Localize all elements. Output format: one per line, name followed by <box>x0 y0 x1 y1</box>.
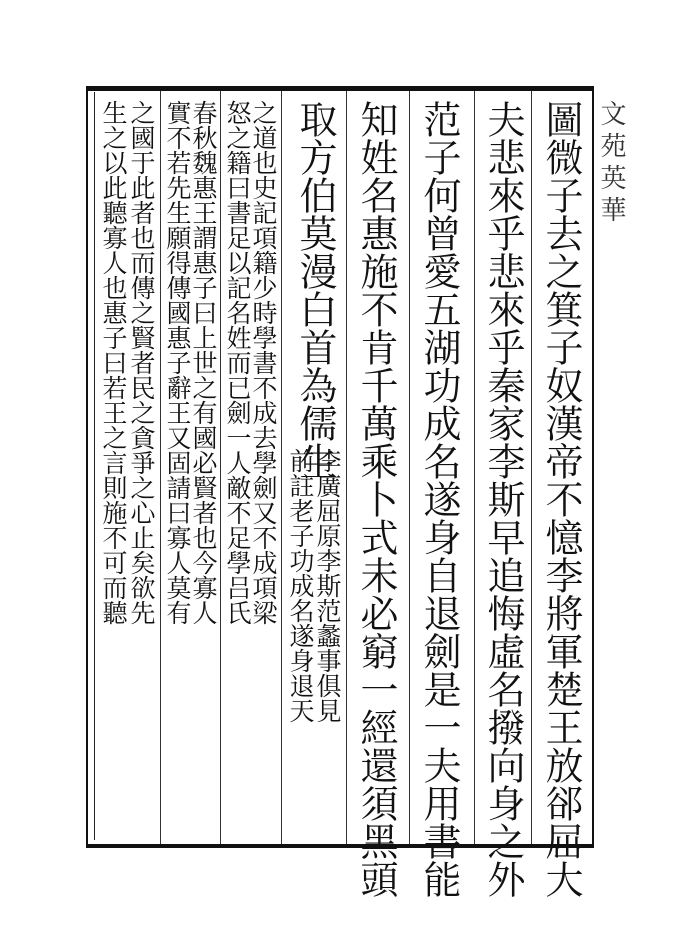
annotation-column-3: 之道也史記項籍少時學書不成去學劍又不成項梁 <box>249 100 278 625</box>
annotation-column-2: 前註老子功成名遂身退天 <box>286 448 315 723</box>
column-rule <box>160 91 161 844</box>
margin-title: 文苑英華 <box>596 100 626 228</box>
column-rule <box>409 91 410 844</box>
column-rule <box>474 91 475 844</box>
text-column-5: 取方伯莫漫白首為儒生 <box>293 100 337 480</box>
column-rule <box>220 91 221 844</box>
annotation-column-4: 怒之籍曰書足以記名姓而已劍一人敵不足學吕氏 <box>223 100 252 625</box>
column-rule <box>346 91 347 844</box>
text-column-4: 知姓名惠施不肯千萬乘卜式未必窮一經還須黑頭 <box>354 100 398 898</box>
text-column-1: 圖微子去之箕子奴漢帝不憶李將軍楚王放郤屈大 <box>539 100 583 898</box>
annotation-column-7: 之國于此者也而傳之賢者民之貪爭之心止矣欲先 <box>127 100 156 625</box>
annotation-column-1: 李廣屈原李斯范蠡事俱見 <box>313 448 342 723</box>
column-rule <box>531 91 532 844</box>
column-rule <box>281 91 282 844</box>
annotation-column-5: 春秋魏惠王謂惠子曰上世之有國必賢者也今寡人 <box>189 100 218 625</box>
annotation-column-6: 實不若先生願得傳國惠子辭王又固請曰寡人莫有 <box>163 100 192 625</box>
text-column-3: 范子何曾愛五湖功成名遂身自退劍是一夫用書能 <box>417 100 461 898</box>
inner-left-rule <box>94 92 95 840</box>
annotation-column-8: 生之以此聽寡人也惠子曰若王之言則施不可而聽 <box>99 100 128 625</box>
text-column-2: 夫悲來乎悲來乎秦家李斯早追悔虛名撥向身之外 <box>481 100 525 898</box>
